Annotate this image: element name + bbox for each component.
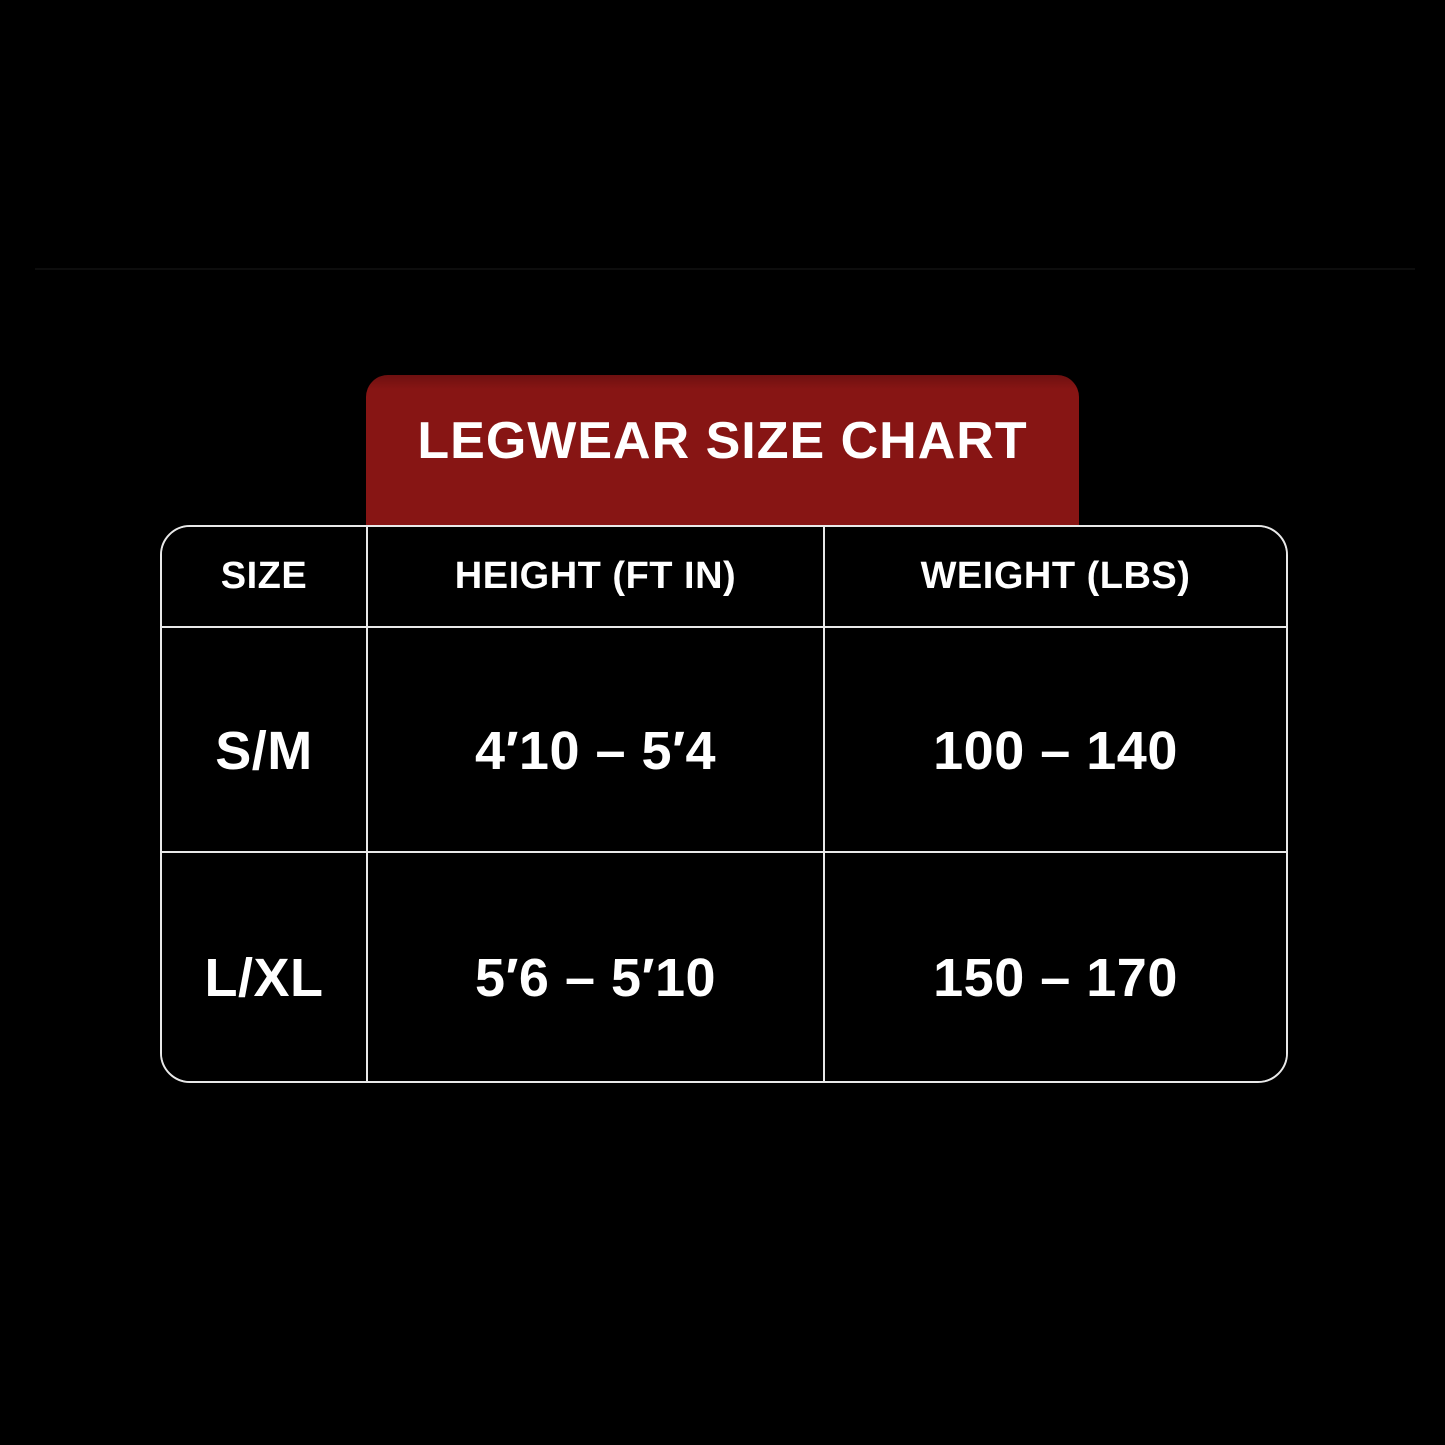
row-lxl-weight-cell: 150 – 170	[825, 853, 1286, 1081]
column-header-size: SIZE	[162, 527, 368, 628]
size-table	[160, 525, 1288, 1083]
background-divider-line	[35, 268, 1415, 270]
chart-title: LEGWEAR SIZE CHART	[417, 411, 1028, 470]
row-sm-height-cell: 4′10 – 5′4	[368, 628, 825, 853]
column-header-height: HEIGHT (FT IN)	[368, 527, 825, 628]
row-lxl-height-cell: 5′6 – 5′10	[368, 853, 825, 1081]
chart-title-banner	[366, 375, 1079, 530]
row-sm-weight-cell: 100 – 140	[825, 628, 1286, 853]
row-sm-size-cell: S/M	[162, 628, 368, 853]
row-lxl-size-cell: L/XL	[162, 853, 368, 1081]
column-header-weight: WEIGHT (LBS)	[825, 527, 1286, 628]
